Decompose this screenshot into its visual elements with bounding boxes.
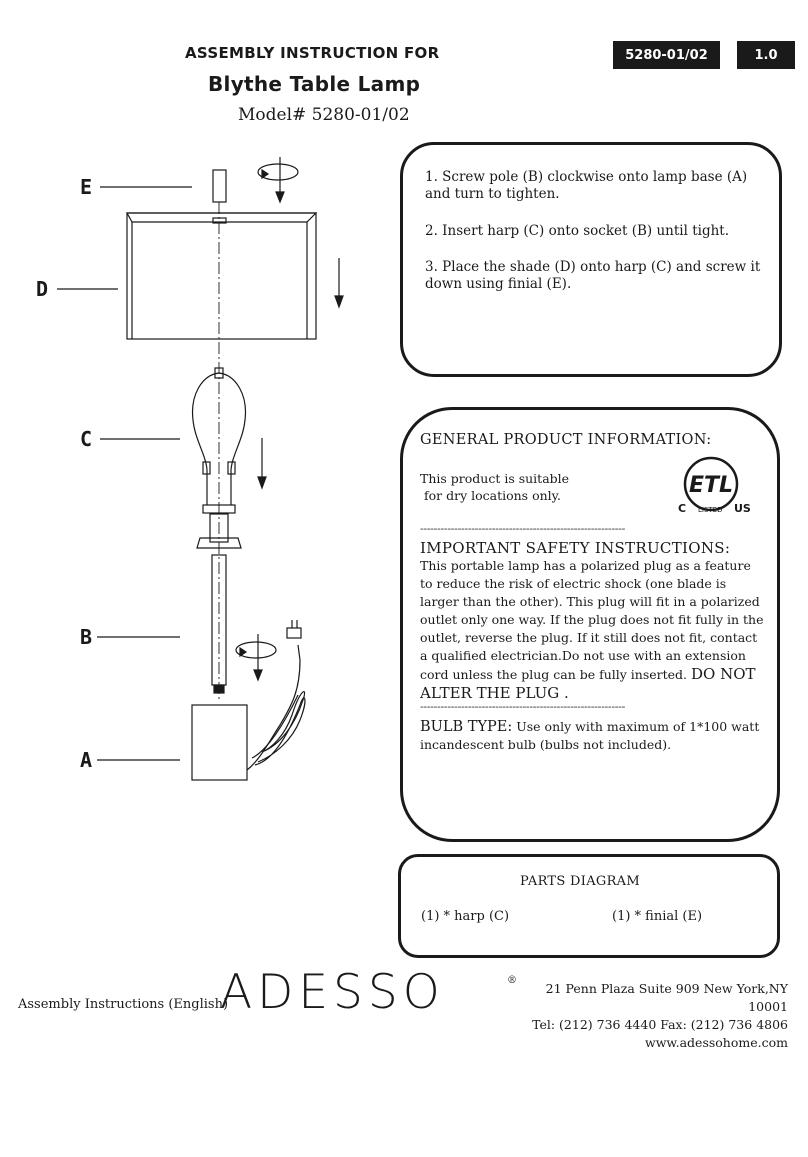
safety-body: This portable lamp has a polarized plug as a feature to reduce the risk of electric shock (one blade is larger than the other). This plug will fit in a polarized outlet only one way. If the plug does not fit fully in the outlet, reverse the plug. If it still does not fit, contact a qualified electrician.Do not use with an extension cord unless the plug can be fully inserted. [420,558,764,682]
etl-mark: ETL [688,473,734,498]
general-info-text [420,470,580,504]
footer-contact [520,980,788,1052]
divider-1: ------------------------------------------------------------ [420,522,626,535]
etl-us: US [734,502,751,515]
lamp-exploded-diagram [0,140,400,800]
rotate-arrow-top-icon [258,157,298,202]
part-item-finial: (1) * finial (E) [612,909,703,924]
label-d: D [36,277,49,301]
general-info-title: GENERAL PRODUCT INFORMATION: [420,432,712,448]
brand-logo: ADESSO [220,965,445,1020]
model-badge: 5280-01/02 [613,41,720,69]
label-a: A [80,748,93,772]
label-b: B [80,625,93,649]
shade-shape [127,213,316,339]
etl-c: C [678,502,687,515]
part-item-harp: (1) * harp (C) [421,909,510,924]
version-badge: 1.0 [737,41,795,69]
safety-title: IMPORTANT SAFETY INSTRUCTIONS: [420,539,731,557]
base-shape [192,705,247,780]
step-1: 1. Screw pole (B) clockwise onto lamp base (A) and turn to tighten. [425,169,748,202]
model-line: Model# 5280-01/02 [238,105,410,125]
footer-web[interactable]: www.adessohome.com [645,1035,788,1050]
down-arrow-harp-icon [258,438,266,488]
registered-mark: ® [507,975,517,986]
rotate-arrow-bottom-icon [236,634,276,680]
divider-2: ------------------------------------------------------------ [420,700,626,713]
footer-phone: Tel: (212) 736 4440 Fax: (212) 736 4806 [532,1017,788,1032]
label-c: C [80,427,93,451]
label-e: E [80,175,93,199]
step-3: 3. Place the shade (D) onto harp (C) and screw it down using finial (E). [425,259,761,292]
general-info-line-1: This product is suitable [420,471,570,486]
down-arrow-shade-icon [335,258,343,307]
safety-text [420,557,765,703]
general-info-line-2: for dry locations only. [424,488,562,503]
steps-box [400,142,782,377]
bulb-text: Use only with maximum of 1*100 watt incandescent bulb (bulbs not included). [420,719,760,752]
safety-caps: DO NOT ALTER THE PLUG . [420,665,756,702]
page-title: Blythe Table Lamp [208,72,421,96]
etl-listed: LISTED [698,506,723,514]
etl-listed-logo [672,456,752,518]
bulb-type [420,718,765,754]
footer-address: 21 Penn Plaza Suite 909 New York,NY 10001 [545,981,788,1014]
header-label: ASSEMBLY INSTRUCTION FOR [185,44,440,62]
step-2: 2. Insert harp (C) onto socket (B) until tight. [425,223,730,239]
parts-title: PARTS DIAGRAM [520,874,640,889]
parts-box [398,854,780,958]
bulb-label: BULB TYPE: [420,719,513,735]
finial-shape [213,170,226,202]
footer-language: Assembly Instructions (English) [18,997,229,1012]
